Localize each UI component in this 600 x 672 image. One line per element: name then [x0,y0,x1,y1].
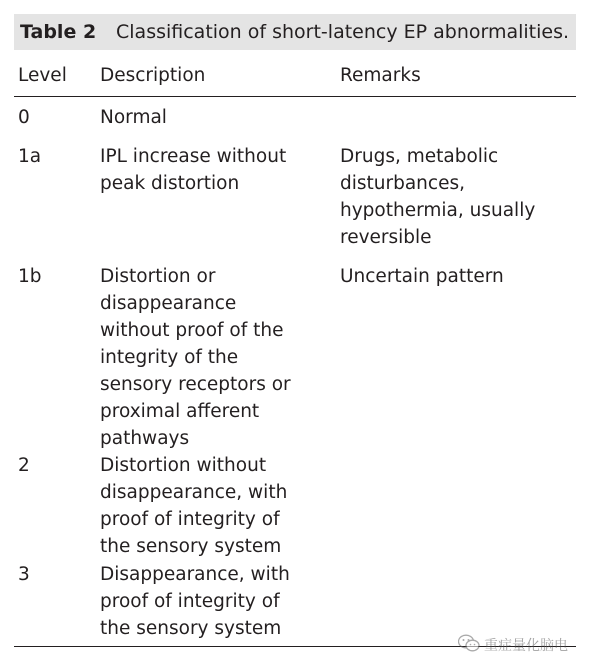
column-header-remarks: Remarks [340,65,421,86]
row-2-description-line: the sensory system [100,536,282,557]
table-label: Table 2 [20,21,97,43]
row-1a-remarks-line: Drugs, metabolic [340,146,499,167]
row-1b-description-line: integrity of the [100,347,239,368]
row-1b-remarks-line: Uncertain pattern [340,266,504,287]
row-0-description-line: Normal [100,107,167,128]
row-3-description-line: proof of integrity of [100,591,280,612]
column-header-description: Description [100,65,206,86]
row-3-description-line: Disappearance, with [100,564,290,585]
row-1a-remarks-line: hypothermia, usually [340,200,536,221]
row-1a-description-line: IPL increase without [100,146,287,167]
row-1b-description-line: proximal afferent [100,401,260,422]
row-1b-description-line: Distortion or [100,266,216,287]
table-caption: Classification of short-latency EP abnormalities. [116,21,570,43]
row-2-level: 2 [18,455,30,476]
row-1a-remarks-line: reversible [340,227,432,248]
table-title-bar [14,14,576,50]
watermark [458,634,568,656]
row-1b-level: 1b [18,266,42,287]
row-2-description-line: disappearance, with [100,482,288,503]
row-1b-description-line: disappearance [100,293,237,314]
row-2-description-line: proof of integrity of [100,509,280,530]
row-1b-description-line: pathways [100,428,190,449]
row-1a-level: 1a [18,146,42,167]
row-1b-description-line: sensory receptors or [100,374,291,395]
row-3-level: 3 [18,564,30,585]
wechat-icon [458,634,480,656]
row-1a-remarks-line: disturbances, [340,173,465,194]
row-0-level: 0 [18,107,30,128]
row-1a-description-line: peak distortion [100,173,240,194]
column-header-level: Level [18,65,67,86]
header-divider [14,96,576,97]
row-2-description-line: Distortion without [100,455,267,476]
row-3-description-line: the sensory system [100,618,282,639]
watermark-text: 重症量化脑电 [484,638,568,654]
row-1b-description-line: without proof of the [100,320,284,341]
